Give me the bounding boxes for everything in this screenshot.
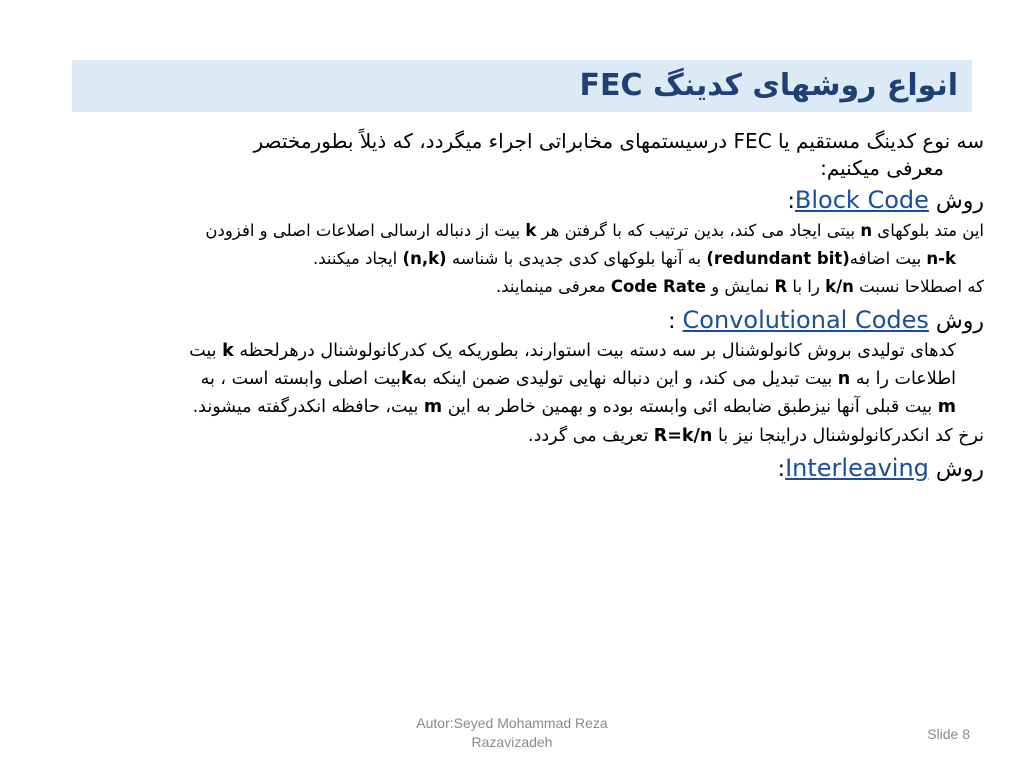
text-run: بیت، حافظه انکدرگفته میشوند. <box>192 397 424 418</box>
text-run: این متد بلوکهای <box>872 220 984 240</box>
term-k: k <box>400 368 413 389</box>
term-nk: (n,k) <box>402 249 447 269</box>
text-run: بیتی ایجاد می کند، بدین ترتیب که با گرفتن هر <box>536 220 861 240</box>
intro-line-1: سه نوع کدینگ مستقیم یا FEC درسیستمهای مخابراتی اجراء میگردد، که ذیلاً بطورمختصر <box>253 129 984 153</box>
conv-code-prefix: روش <box>935 308 984 334</box>
term-redundant-bit: (redundant bit) <box>706 249 850 269</box>
text-run: نمایش و <box>705 277 775 297</box>
intro-line-2: معرفی میکنیم: <box>820 156 944 180</box>
term-m: m <box>423 397 443 418</box>
text-run: به آنها بلوکهای کدی جدیدی با شناسه <box>446 249 707 269</box>
text-run: بیت قبلی آنها نیزطبق ضابطه ائی وابسته بوده و بهمین خاطر به این <box>442 397 938 418</box>
text-run: بیت اصلی وابسته است ، به <box>200 368 401 389</box>
text-run: بیت اضافه <box>849 249 927 269</box>
term-r: R <box>774 277 788 297</box>
term-k-n: k/n <box>825 277 854 297</box>
conv-code-link[interactable]: Convolutional Codes <box>682 305 929 334</box>
text-run: بیت از دنباله ارسالی اصلاعات اصلی و افزودن <box>205 220 526 240</box>
title-bar <box>72 60 972 112</box>
text-run: ایجاد میکنند. <box>313 249 403 269</box>
block-code-prefix: روش <box>935 189 984 214</box>
conv-line-1 <box>40 337 984 365</box>
footer-author-line-2: Razavizadeh <box>471 734 553 750</box>
term-k: k <box>525 220 537 240</box>
block-code-suffix: : <box>787 189 795 214</box>
slide-number: Slide 8 <box>927 726 970 742</box>
text-run: را با <box>787 277 826 297</box>
interleaving-link[interactable]: Interleaving <box>785 453 929 482</box>
block-code-line-2 <box>40 245 984 273</box>
block-code-link[interactable]: Block Code <box>794 186 929 214</box>
slide-title: انواع روشهای کدینگ FEC <box>579 68 958 103</box>
conv-line-2 <box>40 365 984 393</box>
term-n: n <box>837 368 851 389</box>
interleaving-suffix: : <box>777 456 786 482</box>
text-run: بیت تبدیل می کند، و این دنباله نهایی تولیدی ضمن اینکه به <box>412 368 838 389</box>
text-run: بیت <box>189 340 223 361</box>
term-m: m <box>937 397 956 418</box>
text-run: اطلاعات را به <box>850 368 956 389</box>
term-n-k: n-k <box>926 249 956 269</box>
term-code-rate: Code Rate <box>610 277 706 297</box>
footer-author <box>372 714 652 752</box>
block-code-heading <box>40 184 984 217</box>
text-run: معرفی مینمایند. <box>495 277 611 297</box>
interleaving-prefix: روش <box>935 456 984 482</box>
conv-code-suffix: : <box>668 308 683 334</box>
block-code-line-1 <box>40 217 984 245</box>
text-run: نرخ کد انکدرکانولوشنال دراینجا نیز با <box>712 425 984 446</box>
text-run: که اصطلاحا نسبت <box>853 277 984 297</box>
conv-line-4 <box>40 422 984 450</box>
interleaving-heading <box>40 452 984 485</box>
term-rate: R=k/n <box>653 425 713 446</box>
text-run: کدهای تولیدی بروش کانولوشنال بر سه دسته بیت استوارند، بطوریکه یک کدرکانولوشنال درهرلحظه <box>233 340 956 361</box>
text-run: تعریف می گردد. <box>528 425 654 446</box>
conv-line-3 <box>40 393 984 421</box>
intro-paragraph <box>40 128 984 182</box>
block-code-line-3 <box>40 273 984 301</box>
slide-body <box>40 128 984 485</box>
term-n: n <box>860 220 873 240</box>
footer-author-line-1: Autor:Seyed Mohammad Reza <box>416 715 608 731</box>
term-k: k <box>222 340 234 361</box>
conv-code-heading <box>40 304 984 337</box>
